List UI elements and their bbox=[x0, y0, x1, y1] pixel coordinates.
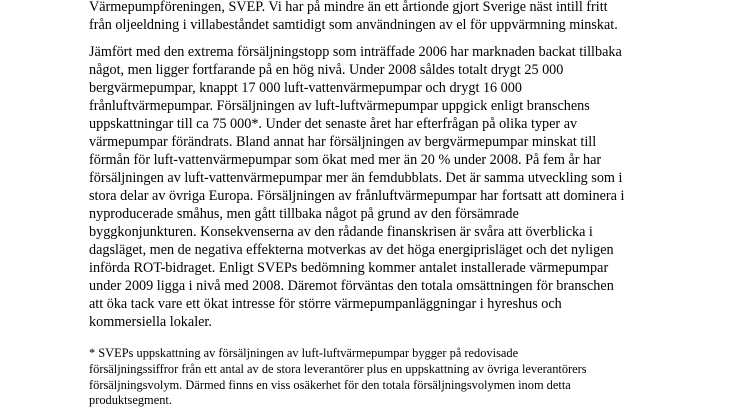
text-line: värmepumpar förändrats. Bland annat har försäljningen av bergvärmepumpar minskat till bbox=[89, 134, 597, 150]
footnote-line: produktsegment. bbox=[89, 393, 172, 408]
text-line: kommersiella lokaler. bbox=[89, 314, 212, 330]
text-line: något, men ligger fortfarande på en hög nivå. Under 2008 såldes totalt drygt 25 000 bbox=[89, 62, 564, 78]
intro-paragraph bbox=[89, 0, 618, 34]
text-line: stora delar av övriga Europa. Försäljningen av frånluftvärmepumpar har fortsatt att dominera i bbox=[89, 188, 625, 204]
text-line: från oljeeldning i villabeståndet samtidigt som användningen av el för uppvärmning minskat. bbox=[89, 17, 618, 33]
text-line: frånluftvärmepumpar. Försäljningen av luft-luftvärmepumpar uppgick enligt branschens bbox=[89, 98, 590, 114]
footnote bbox=[89, 346, 587, 409]
text-line: under 2009 ligga i nivå med 2008. Däremot förväntas den totala omsättningen för branschen bbox=[89, 278, 614, 294]
text-line: Jämfört med den extrema försäljningstopp som inträffade 2006 har marknaden backat tillbaka bbox=[89, 44, 622, 60]
text-line: införda ROT-bidraget. Enligt SVEPs bedömning kommer antalet installerade värmepumpar bbox=[89, 260, 609, 276]
footnote-line: försäljningsvolym. Därmed finns en viss osäkerhet för den totala försäljningsvolymen inom detta bbox=[89, 377, 571, 392]
text-line: bergvärmepumpar, knappt 17 000 luft-vattenvärmepumpar och drygt 16 000 bbox=[89, 80, 522, 96]
text-line: försäljningen av luft-vattenvärmepumpar mer än femdubblats. Det är samma utveckling som i bbox=[89, 170, 623, 186]
market-paragraph bbox=[89, 43, 624, 331]
text-line: Värmepumpföreningen, SVEP. Vi har på mindre än ett årtionde gjort Sverige näst intill fritt bbox=[89, 0, 608, 15]
text-line: uppskattningar till ca 75 000*. Under det senaste året har efterfrågan på olika typer av bbox=[89, 116, 578, 132]
footnote-line: försäljningssiffror från ett antal av de stora leverantörer plus en uppskattning av övriga leverantörers bbox=[89, 361, 587, 376]
text-line: att öka tack vare ett ökat intresse för större värmepumpanläggningar i hyreshus och bbox=[89, 296, 562, 312]
footnote-line: * SVEPs uppskattning av försäljningen av luft-luftvärmepumpar bygger på redovisade bbox=[89, 346, 519, 360]
text-line: förmån för luft-vattenvärmepumpar som ökat med mer än 20 % under 2008. På fem år har bbox=[89, 152, 602, 168]
text-line: nyproducerade småhus, men gått tillbaka något på grund av den försämrade bbox=[89, 206, 519, 222]
text-line: dagsläget, men de negativa effekterna motverkas av det höga energiprisläget och det nyligen bbox=[89, 242, 614, 258]
text-line: byggkonjunkturen. Konsekvenserna av den rådande finanskrisen är svåra att överblicka i bbox=[89, 224, 593, 240]
